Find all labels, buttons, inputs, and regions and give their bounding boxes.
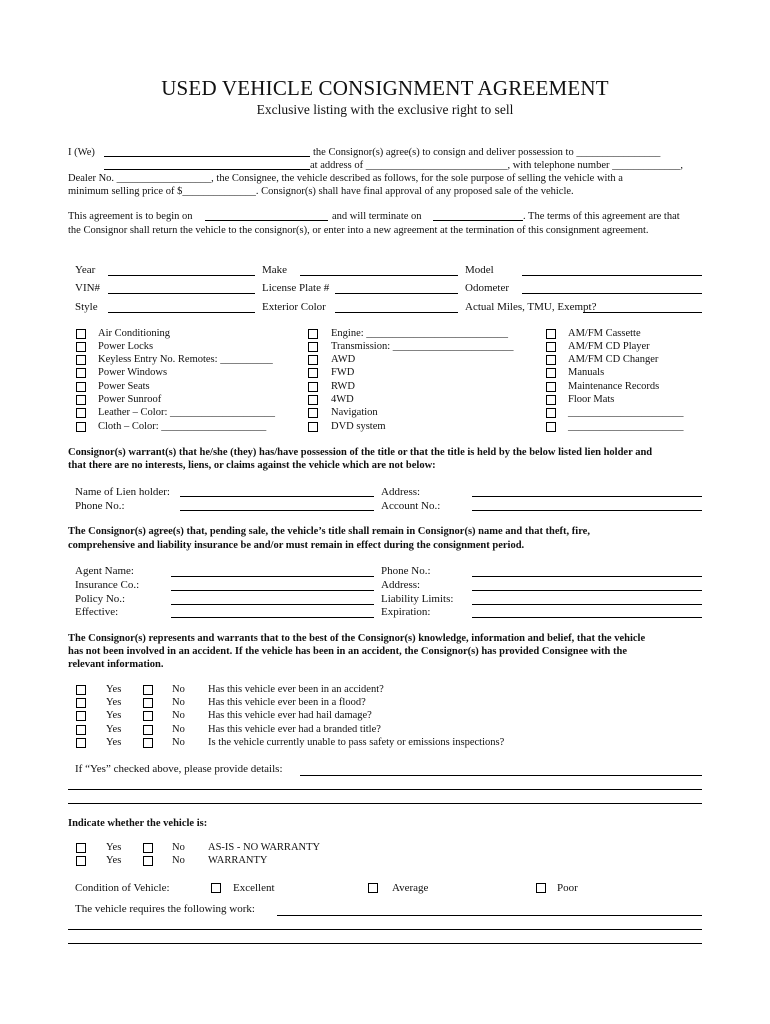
work-label: The vehicle requires the following work: [75, 903, 255, 915]
effective-label: Effective: [75, 606, 119, 618]
option-checkbox[interactable] [546, 368, 556, 378]
no-checkbox[interactable] [143, 843, 153, 853]
option-label: FWD [331, 367, 355, 378]
no-checkbox[interactable] [143, 711, 153, 721]
option-label: Floor Mats [568, 394, 615, 405]
plate-label: License Plate # [262, 282, 330, 294]
expiration-field[interactable] [472, 617, 702, 618]
policy-label: Policy No.: [75, 593, 126, 605]
ext-color-field[interactable] [335, 312, 458, 313]
model-field[interactable] [522, 275, 702, 276]
yes-label: Yes [106, 737, 122, 748]
option-label: Navigation [331, 407, 378, 418]
option-checkbox[interactable] [76, 342, 86, 352]
agent-label: Agent Name: [75, 565, 134, 577]
option-checkbox[interactable] [76, 422, 86, 432]
option-checkbox[interactable] [308, 329, 318, 339]
option-label: AM/FM Cassette [568, 328, 641, 339]
make-field[interactable] [300, 275, 458, 276]
lien-holder-field[interactable] [180, 496, 374, 497]
intro-we-label: I (We) [68, 147, 95, 158]
lien-statement-1: Consignor(s) warrant(s) that he/she (they) has/have possession of the title or that the title is held by the below listed lien holder and [68, 447, 653, 458]
warranty-label: WARRANTY [208, 855, 268, 866]
details-label: If “Yes” checked above, please provide details: [75, 763, 283, 775]
option-label: AM/FM CD Player [568, 341, 650, 352]
intro-line3-text: Dealer No. __________________, the Consignee, the vehicle described as follows, for the sole purpose of selling the vehicle with a [68, 173, 623, 184]
option-label: RWD [331, 381, 355, 392]
option-label: 4WD [331, 394, 354, 405]
no-checkbox[interactable] [143, 725, 153, 735]
excellent-checkbox[interactable] [211, 883, 221, 893]
lien-address-field[interactable] [472, 496, 702, 497]
option-label: Air Conditioning [98, 328, 171, 339]
as-is-label: AS-IS - NO WARRANTY [208, 842, 321, 853]
odometer-field[interactable] [522, 293, 702, 294]
term-line1-rest: . The terms of this agreement are that [523, 211, 680, 222]
ins-company-field[interactable] [171, 590, 374, 591]
average-checkbox[interactable] [368, 883, 378, 893]
option-checkbox[interactable] [546, 329, 556, 339]
option-checkbox[interactable] [76, 408, 86, 418]
plate-field[interactable] [335, 293, 458, 294]
option-label: Power Windows [98, 367, 168, 378]
no-label: No [172, 697, 185, 708]
warranty-heading: Indicate whether the vehicle is: [68, 818, 208, 829]
option-label: ______________________ [568, 421, 684, 432]
lien-phone-field[interactable] [180, 510, 374, 511]
ins-company-label: Insurance Co.: [75, 579, 140, 591]
yes-label: Yes [106, 855, 122, 866]
yes-label: Yes [106, 724, 122, 735]
option-label: Power Locks [98, 341, 154, 352]
yes-checkbox[interactable] [76, 711, 86, 721]
make-label: Make [262, 264, 288, 276]
limits-field[interactable] [472, 604, 702, 605]
miles-field[interactable] [583, 312, 702, 313]
consignor-name-field-2[interactable] [104, 169, 310, 170]
model-label: Model [465, 264, 494, 276]
year-label: Year [75, 264, 96, 276]
page-title: USED VEHICLE CONSIGNMENT AGREEMENT [161, 76, 609, 100]
option-checkbox[interactable] [76, 368, 86, 378]
limits-label: Liability Limits: [381, 593, 454, 605]
lien-account-field[interactable] [472, 510, 702, 511]
ext-color-label: Exterior Color [262, 301, 326, 313]
no-label: No [172, 710, 185, 721]
option-label: Manuals [568, 367, 605, 378]
excellent-label: Excellent [233, 882, 275, 894]
no-checkbox[interactable] [143, 738, 153, 748]
yes-label: Yes [106, 710, 122, 721]
condition-label: Condition of Vehicle: [75, 882, 170, 894]
accident-statement-2: has not been involved in an accident. If the vehicle has been in an accident, the Consignor(s) has provided Consignee with the [68, 646, 627, 657]
vin-field[interactable] [108, 293, 255, 294]
option-label: Cloth – Color: ____________________ [98, 421, 267, 432]
accident-question: Has this vehicle ever been in an accident? [208, 684, 384, 695]
intro-line2-text: at address of ___________________________, with telephone number _____________, [310, 160, 683, 171]
option-checkbox[interactable] [546, 408, 556, 418]
accident-question: Has this vehicle ever had a branded title? [208, 724, 381, 735]
no-label: No [172, 855, 185, 866]
ins-address-label: Address: [381, 579, 421, 591]
page-subtitle: Exclusive listing with the exclusive right to sell [256, 102, 514, 117]
lien-address-label: Address: [381, 486, 421, 498]
option-checkbox[interactable] [546, 395, 556, 405]
option-label: DVD system [331, 421, 386, 432]
yes-checkbox[interactable] [76, 685, 86, 695]
no-checkbox[interactable] [143, 685, 153, 695]
option-label: ______________________ [568, 407, 684, 418]
work-field-3[interactable] [68, 943, 702, 944]
year-field[interactable] [108, 275, 255, 276]
expiration-label: Expiration: [381, 606, 431, 618]
no-label: No [172, 737, 185, 748]
work-field-2[interactable] [68, 929, 702, 930]
option-label: Maintenance Records [568, 381, 660, 392]
no-label: No [172, 684, 185, 695]
option-label: Keyless Entry No. Remotes: __________ [98, 354, 273, 365]
accident-statement-3: relevant information. [68, 659, 164, 670]
option-checkbox[interactable] [76, 382, 86, 392]
term-begin-label: This agreement is to begin on [68, 211, 193, 222]
agent-field[interactable] [171, 576, 374, 577]
work-field-1[interactable] [277, 915, 702, 916]
option-checkbox[interactable] [546, 342, 556, 352]
miles-label: Actual Miles, TMU, Exempt? [465, 301, 597, 313]
option-checkbox[interactable] [76, 395, 86, 405]
average-label: Average [392, 882, 429, 894]
option-checkbox[interactable] [546, 382, 556, 392]
policy-field[interactable] [171, 604, 374, 605]
ins-phone-label: Phone No.: [381, 565, 431, 577]
option-checkbox[interactable] [308, 382, 318, 392]
option-label: Power Sunroof [98, 394, 162, 405]
yes-checkbox[interactable] [76, 843, 86, 853]
odometer-label: Odometer [465, 282, 509, 294]
option-label: Engine: ___________________________ [331, 328, 509, 339]
option-label: AWD [331, 354, 356, 365]
insurance-statement-2: comprehensive and liability insurance be and/or must remain in effect during the consignment period. [68, 540, 525, 551]
insurance-statement-1: The Consignor(s) agree(s) that, pending sale, the vehicle’s title shall remain in Consignor(s) name and that theft, fire, [68, 526, 590, 537]
accident-question: Has this vehicle ever been in a flood? [208, 697, 366, 708]
ins-address-field[interactable] [472, 590, 702, 591]
option-checkbox[interactable] [308, 408, 318, 418]
term-line2-text: the Consignor shall return the vehicle to the consignor(s), or enter into a new agreement at the termination of this consignment agreement. [68, 225, 649, 236]
yes-checkbox[interactable] [76, 725, 86, 735]
no-checkbox[interactable] [143, 698, 153, 708]
option-checkbox[interactable] [308, 355, 318, 365]
style-field[interactable] [108, 312, 255, 313]
details-field-1[interactable] [300, 775, 702, 776]
option-label: AM/FM CD Changer [568, 354, 659, 365]
option-checkbox[interactable] [308, 368, 318, 378]
style-label: Style [75, 301, 98, 313]
option-checkbox[interactable] [308, 422, 318, 432]
intro-line4-text: minimum selling price of $______________. Consignor(s) shall have final approval of any proposed sale of the vehicle. [68, 186, 574, 197]
intro-line1-text: the Consignor(s) agree(s) to consign and deliver possession to ________________ [313, 147, 661, 158]
option-checkbox[interactable] [76, 355, 86, 365]
ins-phone-field[interactable] [472, 576, 702, 577]
accident-question: Is the vehicle currently unable to pass safety or emissions inspections? [208, 737, 505, 748]
details-field-2[interactable] [68, 789, 702, 790]
option-label: Leather – Color: ____________________ [98, 407, 276, 418]
term-end-label: and will terminate on [332, 211, 422, 222]
lien-holder-label: Name of Lien holder: [75, 486, 170, 498]
option-checkbox[interactable] [546, 355, 556, 365]
consignor-name-field[interactable] [104, 156, 310, 157]
option-checkbox[interactable] [546, 422, 556, 432]
accident-statement-1: The Consignor(s) represents and warrants that to the best of the Consignor(s) knowledge, information and belief, that the vehicle [68, 633, 646, 644]
details-field-3[interactable] [68, 803, 702, 804]
no-label: No [172, 842, 185, 853]
end-date-field[interactable] [433, 220, 523, 221]
yes-label: Yes [106, 684, 122, 695]
yes-checkbox[interactable] [76, 738, 86, 748]
lien-statement-2: that there are no interests, liens, or claims against the vehicle which are not below: [68, 460, 436, 471]
option-checkbox[interactable] [308, 395, 318, 405]
poor-checkbox[interactable] [536, 883, 546, 893]
option-checkbox[interactable] [308, 342, 318, 352]
effective-field[interactable] [171, 617, 374, 618]
option-checkbox[interactable] [76, 329, 86, 339]
lien-account-label: Account No.: [381, 500, 441, 512]
yes-label: Yes [106, 842, 122, 853]
lien-phone-label: Phone No.: [75, 500, 125, 512]
option-label: Transmission: _______________________ [331, 341, 514, 352]
option-label: Power Seats [98, 381, 150, 392]
begin-date-field[interactable] [205, 220, 328, 221]
no-checkbox[interactable] [143, 856, 153, 866]
poor-label: Poor [557, 882, 578, 894]
yes-label: Yes [106, 697, 122, 708]
no-label: No [172, 724, 185, 735]
yes-checkbox[interactable] [76, 698, 86, 708]
accident-question: Has this vehicle ever had hail damage? [208, 710, 372, 721]
vin-label: VIN# [75, 282, 101, 294]
yes-checkbox[interactable] [76, 856, 86, 866]
